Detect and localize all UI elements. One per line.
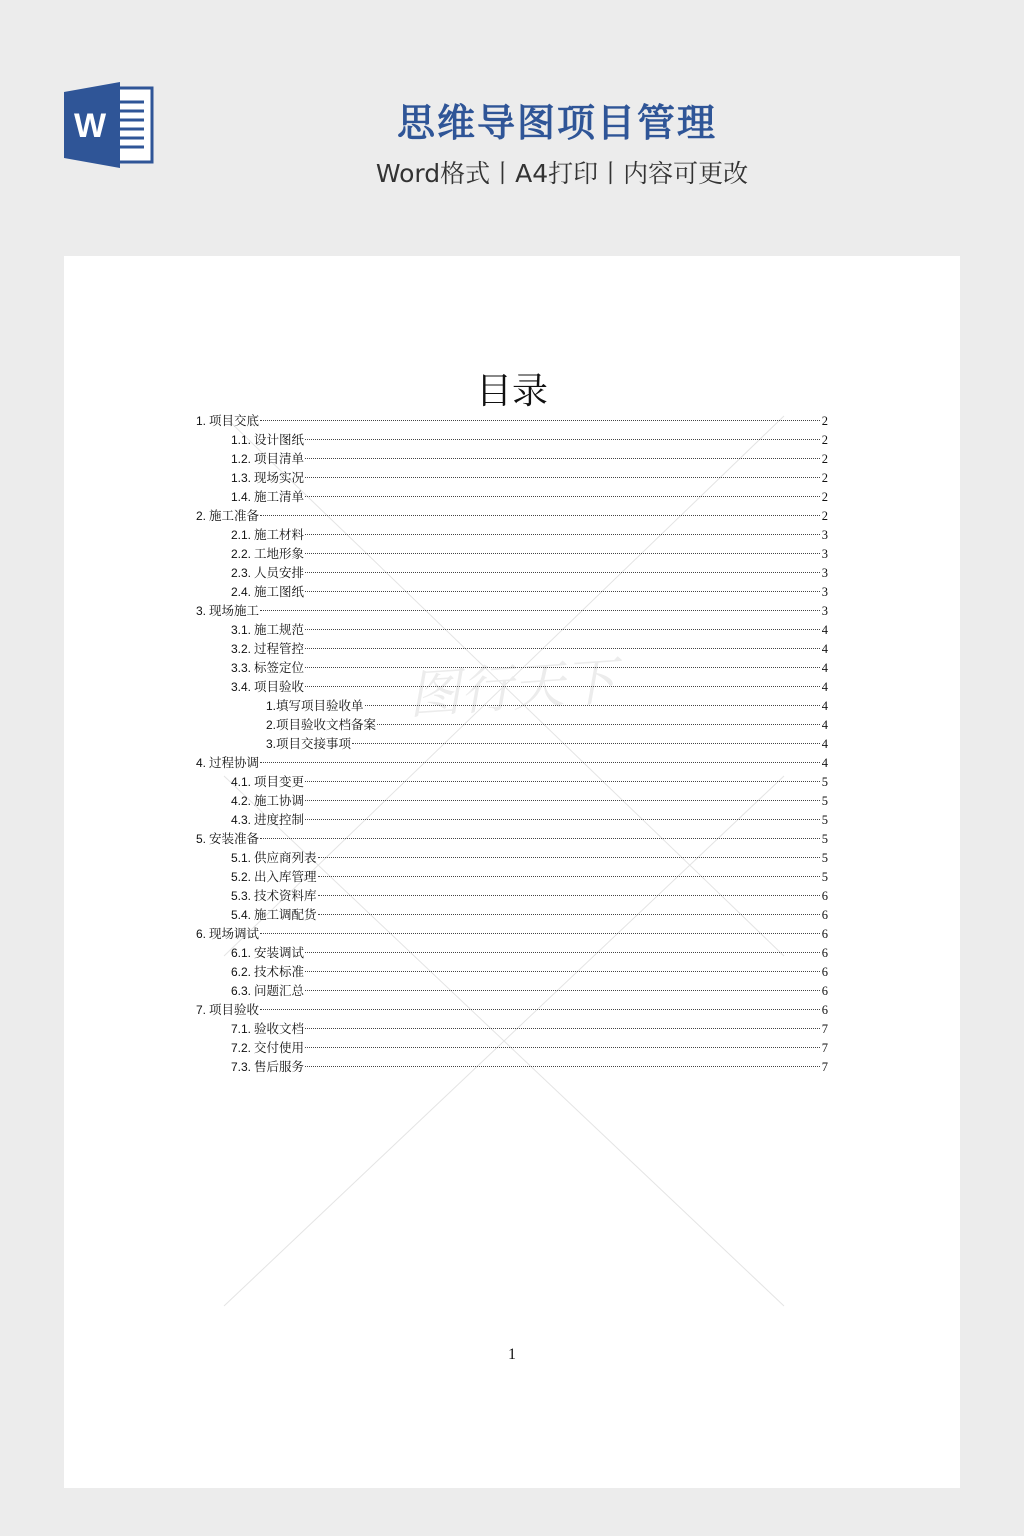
toc-entry-label: 施工准备 <box>209 508 260 523</box>
toc-entry[interactable] <box>196 924 828 943</box>
toc-entry-page: 4 <box>821 680 828 694</box>
toc-entry-number: 1.2. <box>231 452 252 466</box>
toc-entry-number: 6.2. <box>231 965 252 979</box>
toc-entry-page: 5 <box>821 813 828 827</box>
toc-entry-label: 施工调配货 <box>254 907 317 922</box>
toc-entry[interactable] <box>196 544 828 563</box>
toc-dot-leader <box>318 857 820 858</box>
toc-entry-label: 技术资料库 <box>254 888 317 903</box>
toc-entry[interactable] <box>196 487 828 506</box>
page-subtitle: Word格式丨A4打印丨内容可更改 <box>375 159 749 188</box>
toc-entry[interactable] <box>196 829 828 848</box>
toc-entry-number: 1.3. <box>231 471 252 485</box>
toc-entry-number: 2.4. <box>231 585 252 599</box>
toc-entry[interactable] <box>196 468 828 487</box>
toc-dot-leader <box>352 743 820 744</box>
toc-dot-leader <box>305 990 820 991</box>
toc-entry[interactable] <box>196 1019 828 1038</box>
toc-entry-number: 5. <box>196 832 207 846</box>
toc-entry[interactable] <box>196 791 828 810</box>
toc-dot-leader <box>318 876 820 877</box>
toc-entry-label: 项目交底 <box>209 413 260 428</box>
toc-dot-leader <box>305 952 820 953</box>
toc-entry-label: 施工协调 <box>254 793 305 808</box>
toc-dot-leader <box>260 420 820 421</box>
toc-entry-label: 验收文档 <box>254 1021 305 1036</box>
toc-entry-number: 7.2. <box>231 1041 252 1055</box>
toc-entry-label: 供应商列表 <box>254 850 317 865</box>
toc-entry-number: 7.1. <box>231 1022 252 1036</box>
toc-entry[interactable] <box>196 905 828 924</box>
toc-entry-number: 6. <box>196 927 207 941</box>
toc-entry-label: 现场实况 <box>254 470 305 485</box>
toc-dot-leader <box>305 686 820 687</box>
toc-entry-label: 施工材料 <box>254 527 305 542</box>
toc-entry-page: 7 <box>821 1060 828 1074</box>
toc-entry-number: 3.4. <box>231 680 252 694</box>
toc-entry-page: 3 <box>821 547 828 561</box>
toc-dot-leader <box>305 1028 820 1029</box>
toc-entry[interactable] <box>196 753 828 772</box>
toc-entry-page: 2 <box>821 509 828 523</box>
toc-entry-page: 6 <box>821 889 828 903</box>
toc-entry-number: 1. <box>266 699 277 713</box>
toc-entry-page: 4 <box>821 699 828 713</box>
toc-dot-leader <box>305 477 820 478</box>
toc-entry-number: 2.1. <box>231 528 252 542</box>
toc-entry-page: 4 <box>821 642 828 656</box>
toc-dot-leader <box>305 572 820 573</box>
toc-entry-page: 2 <box>821 471 828 485</box>
toc-entry-label: 现场施工 <box>209 603 260 618</box>
toc-entry-page: 4 <box>821 661 828 675</box>
toc-entry[interactable] <box>196 981 828 1000</box>
page-number: 1 <box>508 1346 516 1363</box>
toc-entry[interactable] <box>196 582 828 601</box>
toc-dot-leader <box>260 515 820 516</box>
toc-entry-label: 售后服务 <box>254 1059 305 1074</box>
toc-entry[interactable] <box>196 449 828 468</box>
toc-dot-leader <box>260 1009 820 1010</box>
toc-dot-leader <box>318 895 820 896</box>
toc-dot-leader <box>305 553 820 554</box>
toc-entry-number: 2. <box>266 718 277 732</box>
toc-entry[interactable] <box>196 1038 828 1057</box>
toc-entry-label: 项目变更 <box>254 774 305 789</box>
toc-entry-label: 现场调试 <box>209 926 260 941</box>
toc-entry-page: 6 <box>821 984 828 998</box>
toc-entry-number: 2. <box>196 509 207 523</box>
toc-dot-leader <box>305 458 820 459</box>
toc-entry[interactable] <box>196 1000 828 1019</box>
toc-entry[interactable] <box>196 696 828 715</box>
toc-entry-label: 过程协调 <box>209 755 260 770</box>
toc-entry-number: 1.4. <box>231 490 252 504</box>
toc-dot-leader <box>305 800 820 801</box>
toc-dot-leader <box>305 781 820 782</box>
toc-entry[interactable] <box>196 715 828 734</box>
toc-dot-leader <box>305 1047 820 1048</box>
toc-entry[interactable] <box>196 563 828 582</box>
toc-entry-page: 7 <box>821 1041 828 1055</box>
toc-dot-leader <box>305 629 820 630</box>
toc-dot-leader <box>260 610 820 611</box>
toc-entry-number: 3.1. <box>231 623 252 637</box>
toc-entry-number: 4.2. <box>231 794 252 808</box>
page-title: 思维导图项目管理 <box>396 101 717 145</box>
toc-entry-label: 填写项目验收单 <box>276 698 364 713</box>
toc-entry[interactable] <box>196 430 828 449</box>
toc-entry-page: 6 <box>821 908 828 922</box>
toc-entry-label: 项目清单 <box>254 451 305 466</box>
toc-entry-number: 4.1. <box>231 775 252 789</box>
toc-entry-label: 设计图纸 <box>254 432 305 447</box>
toc-entry[interactable] <box>196 886 828 905</box>
toc-entry[interactable] <box>196 601 828 620</box>
toc-dot-leader <box>305 1066 820 1067</box>
toc-entry-number: 2.3. <box>231 566 252 580</box>
toc-entry-label: 人员安排 <box>254 565 305 580</box>
toc-entry-page: 4 <box>821 718 828 732</box>
toc-entry-page: 3 <box>821 528 828 542</box>
document-page <box>64 256 960 1488</box>
toc-entry-page: 5 <box>821 870 828 884</box>
toc-entry[interactable] <box>196 620 828 639</box>
toc-entry[interactable] <box>196 677 828 696</box>
toc-entry-label: 项目验收 <box>254 679 305 694</box>
toc-dot-leader <box>260 933 820 934</box>
toc-entry-page: 6 <box>821 1003 828 1017</box>
toc-dot-leader <box>305 439 820 440</box>
toc-dot-leader <box>305 648 820 649</box>
toc-dot-leader <box>305 971 820 972</box>
toc-entry-page: 6 <box>821 927 828 941</box>
toc-entry-number: 6.1. <box>231 946 252 960</box>
toc-dot-leader <box>305 667 820 668</box>
toc-entry-label: 安装调试 <box>254 945 305 960</box>
watermark-text: 图行天下 <box>406 651 619 727</box>
toc-entry[interactable] <box>196 639 828 658</box>
toc-entry-page: 3 <box>821 604 828 618</box>
svg-text:W: W <box>73 107 107 145</box>
toc-entry-page: 6 <box>821 946 828 960</box>
toc-entry[interactable] <box>196 734 828 753</box>
toc-entry-number: 4. <box>196 756 207 770</box>
toc-entry-page: 5 <box>821 794 828 808</box>
toc-dot-leader <box>365 705 820 706</box>
toc-entry-label: 施工规范 <box>254 622 305 637</box>
toc-entry[interactable] <box>196 772 828 791</box>
toc-entry-number: 5.4. <box>231 908 252 922</box>
toc-entry[interactable] <box>196 411 828 430</box>
toc-entry-page: 2 <box>821 452 828 466</box>
toc-entry-number: 5.2. <box>231 870 252 884</box>
toc-entry-page: 5 <box>821 775 828 789</box>
toc-entry-page: 7 <box>821 1022 828 1036</box>
toc-entry-number: 3.3. <box>231 661 252 675</box>
toc-entry-number: 4.3. <box>231 813 252 827</box>
toc-entry-page: 4 <box>821 756 828 770</box>
toc-entry-label: 出入库管理 <box>254 869 317 884</box>
toc-entry[interactable] <box>196 962 828 981</box>
toc-entry-number: 3. <box>196 604 207 618</box>
toc-title: 目录 <box>475 371 548 412</box>
toc-entry-label: 项目交接事项 <box>276 736 352 751</box>
toc-entry-label: 施工图纸 <box>254 584 305 599</box>
toc-entry-page: 2 <box>821 414 828 428</box>
toc-entry-label: 安装准备 <box>209 831 260 846</box>
toc-entry[interactable] <box>196 525 828 544</box>
toc-entry-page: 2 <box>821 433 828 447</box>
toc-dot-leader <box>318 914 820 915</box>
toc-entry-number: 7. <box>196 1003 207 1017</box>
toc-entry[interactable] <box>196 848 828 867</box>
toc-entry-page: 3 <box>821 585 828 599</box>
toc-entry-label: 进度控制 <box>254 812 305 827</box>
toc-entry-page: 2 <box>821 490 828 504</box>
toc-entry-label: 项目验收文档备案 <box>276 717 377 732</box>
toc-dot-leader <box>260 762 820 763</box>
toc-entry[interactable] <box>196 810 828 829</box>
toc-entry-page: 6 <box>821 965 828 979</box>
toc-entry[interactable] <box>196 1057 828 1076</box>
toc-entry-number: 6.3. <box>231 984 252 998</box>
toc-entry-number: 7.3. <box>231 1060 252 1074</box>
toc-entry-number: 1. <box>196 414 207 428</box>
toc-entry-number: 5.3. <box>231 889 252 903</box>
toc-entry[interactable] <box>196 867 828 886</box>
toc-entry-label: 标签定位 <box>254 660 305 675</box>
toc-entry-number: 3.2. <box>231 642 252 656</box>
toc-dot-leader <box>305 496 820 497</box>
toc-dot-leader <box>305 534 820 535</box>
toc-entry[interactable] <box>196 658 828 677</box>
toc-dot-leader <box>305 591 820 592</box>
toc-entry-number: 3. <box>266 737 277 751</box>
toc-entry-label: 项目验收 <box>209 1002 260 1017</box>
table-of-contents <box>196 411 828 1076</box>
toc-entry-page: 5 <box>821 851 828 865</box>
toc-entry-page: 4 <box>821 737 828 751</box>
toc-entry-label: 技术标准 <box>254 964 305 979</box>
toc-entry[interactable] <box>196 943 828 962</box>
toc-entry-label: 工地形象 <box>254 546 305 561</box>
toc-entry[interactable] <box>196 506 828 525</box>
toc-entry-label: 交付使用 <box>254 1040 305 1055</box>
toc-entry-number: 1.1. <box>231 433 252 447</box>
toc-dot-leader <box>377 724 820 725</box>
toc-entry-label: 问题汇总 <box>254 983 305 998</box>
toc-entry-page: 4 <box>821 623 828 637</box>
toc-entry-number: 5.1. <box>231 851 252 865</box>
toc-entry-label: 施工清单 <box>254 489 305 504</box>
toc-entry-number: 2.2. <box>231 547 252 561</box>
toc-entry-page: 5 <box>821 832 828 846</box>
toc-dot-leader <box>305 819 820 820</box>
toc-entry-page: 3 <box>821 566 828 580</box>
toc-entry-label: 过程管控 <box>254 641 305 656</box>
toc-dot-leader <box>260 838 820 839</box>
